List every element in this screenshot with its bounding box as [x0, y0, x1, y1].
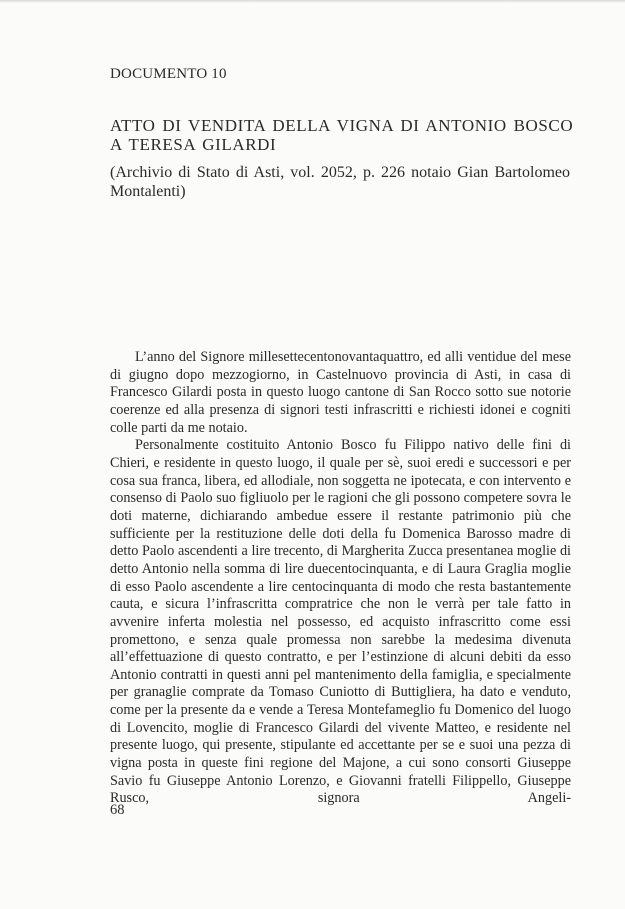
title-line-1: ATTO DI VENDITA DELLA VIGNA DI ANTONIO BOSCO: [110, 116, 574, 135]
title-line-2: A TERESA GILARDI: [110, 135, 277, 154]
document-label: DOCUMENTO 10: [110, 66, 227, 82]
archive-source-citation: (Archivio di Stato di Asti, vol. 2052, p. 226 notaio Gian Bartolomeo Montalenti): [110, 164, 570, 200]
page-top-edge: [0, 0, 625, 3]
page-number: 68: [110, 802, 125, 818]
document-title: [110, 116, 580, 154]
document-body: [110, 349, 571, 808]
paragraph-1: L’anno del Signore millesettecentonovantaquattro, ed alli ventidue del mese di giugno dopo mezzogiorno, in Castelnuovo provincia di Asti, in casa di Francesco Gilardi posta in questo luogo cantone di San Rocco sotto sue notorie coerenze ed alla presenza di signori testi infrascritti e richiesti idonei e cogniti colle parti da me notaio.: [110, 349, 571, 436]
paragraph-2: Personalmente costituito Antonio Bosco fu Filippo nativo delle fini di Chieri, e residente in questo luogo, il quale per sè, suoi eredi e successori e per cosa sua franca, libera, ed allodiale, non soggetta ne ipotecata, e con intervento e consenso di Paolo suo figliuolo per le ragioni che gli possono competere sovra le doti materne, dichiarando ambedue essere il restante patrimonio più che sufficiente per la restituzione delle doti della fu Domenica Barosso madre di detto Paolo ascendenti a lire trecento, di Margherita Zucca presentanea moglie di detto Antonio nella somma di lire duecentocinquanta, e di Laura Graglia moglie di esso Paolo ascendente a lire centocinquanta di modo che resta bastantemente cauta, e sicura l’infrascritta compratrice che non le verrà per tale fatto in avvenire inferta molestia nel possesso, ed acquisto infrascritto come essi promettono, e senza quale promessa non sarebbe la medesima divenuta all’effettuazione di questo contratto, e per l’estinzione di alcuni debiti da esso Antonio contratti in questi anni pel mantenimento della famiglia, e specialmente per granaglie comprate da Tomaso Cuniotto di Buttigliera, ha dato e venduto, come per la presente da e vende a Teresa Montefameglio fu Domenico del luogo di Lovencito, moglie di Francesco Gilardi del vivente Matteo, e residente nel presente luogo, qui presente, stipulante ed accettante per se e suoi una pezza di vigna posta in queste fini regione del Majone, a cui sono consorti Giuseppe Savio fu Giuseppe Antonio Lorenzo, e Giovanni fratelli Filippello, Giuseppe Rusco, signora Angeli-: [110, 437, 571, 807]
